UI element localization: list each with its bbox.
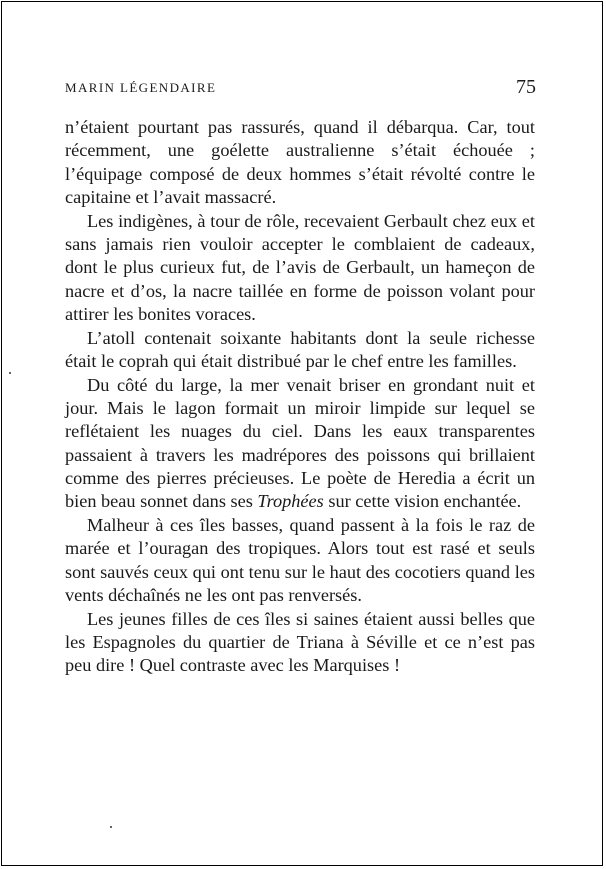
paragraph-4-text: Du côté du large, la mer venait briser en grondant nuit et jour. Mais le lagon formait un miroir limpide sur lequel se reflétaient les nuages du ciel. Dans les eaux transparentes passaient à travers les madrépores des poissons qui brillaient comme des pierres précieuses. Le poète de Heredia a écrit un bien beau sonnet dans ses: [65, 374, 535, 512]
paragraph-6: Les jeunes filles de ces îles si saines étaient aussi belles que les Espagnoles du quartier de Triana à Séville et ce n’est pas peu dire ! Quel contraste avec les Marquises !: [65, 608, 535, 676]
paragraph-4-text-end: sur cette vision enchantée.: [323, 491, 522, 512]
paragraph-2: Les indigènes, à tour de rôle, recevaient Gerbault chez eux et sans jamais rien vouloir accepter le comblaient de cadeaux, dont le plus curieux fut, de l’avis de Gerbault, un hameçon de nacre et d’os, la nacre taillée en forme de poisson volant pour attirer les bonites voraces.: [65, 210, 535, 324]
paragraph-4: [65, 374, 535, 514]
body-text: [65, 116, 535, 678]
scan-speck: [110, 826, 112, 828]
scan-speck: [9, 372, 11, 374]
paragraph-1: n’étaient pourtant pas rassurés, quand il débarqua. Car, tout récemment, une goélette australienne s’était échouée ; l’équipage composé de deux hommes s’était révolté contre le capitaine et l’avait massacré.: [65, 117, 535, 207]
page-number: 75: [516, 76, 536, 98]
running-header: [65, 76, 536, 100]
running-title: MARIN LÉGENDAIRE: [65, 80, 217, 95]
paragraph-3: L’atoll contenait soixante habitants dont la seule richesse était le coprah qui était distribué par le chef entre les familles.: [65, 327, 535, 371]
book-title-italic: Trophées: [257, 491, 324, 512]
paragraph-5: Malheur à ces îles basses, quand passent à la fois le raz de marée et l’ouragan des tropiques. Alors tout est rasé et seuls sont sauvés ceux qui ont tenu sur le haut des cocotiers quand les vents déchaînés ne les ont pas renversés.: [65, 515, 535, 605]
